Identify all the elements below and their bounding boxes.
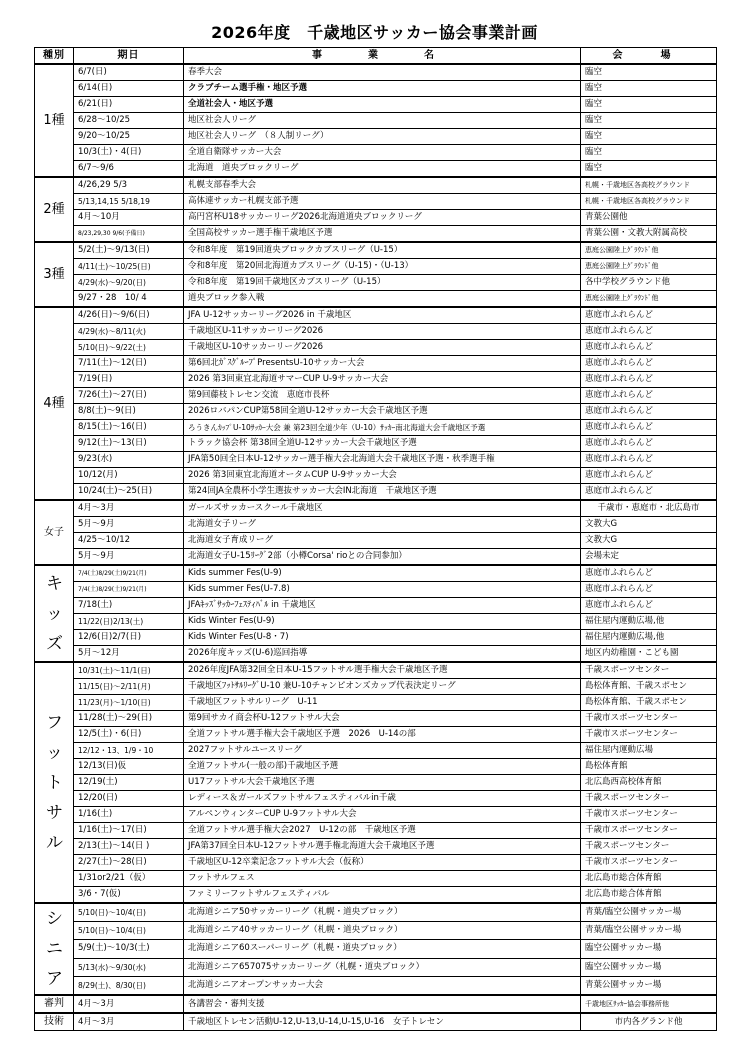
table-row <box>35 242 717 259</box>
venue-cell: 青葉/臨空公園サッカー場 <box>581 922 717 940</box>
table-row <box>35 565 717 582</box>
table-row <box>35 807 717 823</box>
venue-cell: 会場未定 <box>581 549 717 566</box>
table-row <box>35 194 717 210</box>
table-row <box>35 598 717 614</box>
event-cell: 全道フットサル(一般の部)千歳地区予選 <box>184 759 581 775</box>
venue-cell: 恵庭市ふれらんど <box>581 582 717 598</box>
table-row <box>35 855 717 871</box>
date-cell: 8/8(土)～9(日) <box>74 404 184 420</box>
table-row <box>35 517 717 533</box>
table-row <box>35 646 717 663</box>
category-cell: 技術 <box>35 1013 74 1031</box>
table-row <box>35 940 717 958</box>
header-row <box>35 48 717 65</box>
date-cell: 9/27・28 10/ 4 <box>74 291 184 308</box>
schedule-table <box>34 47 717 1031</box>
date-cell: 6/28～10/25 <box>74 113 184 129</box>
event-cell: 千歳地区U-12卒業記念フットサル大会（仮称） <box>184 855 581 871</box>
event-cell: 千歳地区ﾌｯﾄｻﾙﾘｰｸﾞU-10 兼U-10チャンピオンズカップ代表決定リーグ <box>184 679 581 695</box>
table-row <box>35 356 717 372</box>
event-cell: ファミリーフットサルフェスティバル <box>184 887 581 904</box>
event-cell: Kids summer Fes(U-7.8) <box>184 582 581 598</box>
venue-cell: 恵庭公園陸上ｸﾞﾗｳﾝﾄﾞ他 <box>581 242 717 259</box>
date-cell: 4月～3月 <box>74 500 184 517</box>
date-cell: 10/31(土)～11/1(日) <box>74 662 184 679</box>
date-cell: 6/21(日) <box>74 97 184 113</box>
event-cell: 第9回サカイ商会杯U-12フットサル大会 <box>184 711 581 727</box>
venue-cell: 恵庭市ふれらんど <box>581 484 717 501</box>
table-row <box>35 259 717 275</box>
date-cell: 12/5(土)・6(日) <box>74 727 184 743</box>
venue-cell: 千歳スポーツセンター <box>581 839 717 855</box>
date-cell: 7/18(土) <box>74 598 184 614</box>
venue-cell: 千歳市スポーツセンター <box>581 711 717 727</box>
category-cell: キッズ <box>35 565 74 662</box>
venue-cell: 恵庭公園陸上ｸﾞﾗｳﾝﾄﾞ他 <box>581 259 717 275</box>
date-cell: 6/7～9/6 <box>74 161 184 178</box>
date-cell: 2/13(土)～14(日 ) <box>74 839 184 855</box>
event-cell: 2026年度JFA第32回全日本U-15フットサル選手権大会千歳地区予選 <box>184 662 581 679</box>
date-cell: 1/16(土) <box>74 807 184 823</box>
table-row <box>35 113 717 129</box>
event-cell: 第24回JA全農杯小学生選抜サッカー大会IN北海道 千歳地区予選 <box>184 484 581 501</box>
event-cell: 北海道女子育成リーグ <box>184 533 581 549</box>
date-cell: 6/7(日) <box>74 64 184 81</box>
table-row <box>35 549 717 566</box>
event-cell: 高円宮杯U18サッカーリーグ2026北海道道央ブロックリーグ <box>184 210 581 226</box>
table-row <box>35 81 717 97</box>
venue-cell: 青葉公園他 <box>581 210 717 226</box>
event-cell: 千歳地区U-11サッカーリーグ2026 <box>184 324 581 340</box>
table-row <box>35 484 717 501</box>
date-cell: 11/15(日)～2/11(月) <box>74 679 184 695</box>
event-cell: 2026 第3回東宜北海道オータムCUP U-9サッカー大会 <box>184 468 581 484</box>
event-cell: 全道社会人・地区予選 <box>184 97 581 113</box>
venue-cell: 福住屋内運動広場,他 <box>581 630 717 646</box>
venue-cell: 千歳地区ｻｯｶｰ協会事務所他 <box>581 995 717 1013</box>
date-cell: 8/15(土)～16(日) <box>74 420 184 436</box>
page-title: 2026年度 千歳地区サッカー協会事業計画 <box>211 23 538 42</box>
venue-cell: 臨空 <box>581 97 717 113</box>
date-cell: 12/6(日)2/7(日) <box>74 630 184 646</box>
event-cell: Kids summer Fes(U-9) <box>184 565 581 582</box>
venue-cell: 臨空 <box>581 129 717 145</box>
venue-cell: 臨空 <box>581 113 717 129</box>
table-row <box>35 226 717 243</box>
table-row <box>35 679 717 695</box>
date-cell: 7/11(土)～12(日) <box>74 356 184 372</box>
event-cell: 千歳地区トレセン活動U-12,U-13,U-14,U-15,U-16 女子トレセン <box>184 1013 581 1031</box>
venue-cell: 恵庭市ふれらんど <box>581 404 717 420</box>
event-cell: 千歳地区U-10サッカーリーグ2026 <box>184 340 581 356</box>
date-cell: 12/12・13、1/9・10 <box>74 743 184 759</box>
event-cell: 令和8年度 第19回千歳地区カブスリーグ（U-15） <box>184 275 581 291</box>
venue-cell: 千歳市スポーツセンター <box>581 855 717 871</box>
date-cell: 8/29(土)、8/30(日) <box>74 976 184 995</box>
venue-cell: 福住屋内運動広場 <box>581 743 717 759</box>
table-row <box>35 324 717 340</box>
venue-cell: 千歳市スポーツセンター <box>581 727 717 743</box>
event-cell: 各講習会・審判支援 <box>184 995 581 1013</box>
date-cell: 7/26(土)～27(日) <box>74 388 184 404</box>
venue-cell: 青葉公園・文教大附属高校 <box>581 226 717 243</box>
event-cell: JFA第37回全日本U-12フットサル選手権北海道大会千歳地区予選 <box>184 839 581 855</box>
event-cell: JFA U-12サッカーリーグ2026 in 千歳地区 <box>184 307 581 324</box>
table-row <box>35 210 717 226</box>
category-cell: シニア <box>35 903 74 995</box>
event-cell: 全道自衛隊サッカー大会 <box>184 145 581 161</box>
venue-cell: 臨空 <box>581 145 717 161</box>
date-cell: 5月～9月 <box>74 517 184 533</box>
venue-cell: 恵庭市ふれらんど <box>581 307 717 324</box>
event-cell: 全道フットサル選手権大会千歳地区予選 2026 U-14の部 <box>184 727 581 743</box>
table-row <box>35 695 717 711</box>
date-cell: 12/20(日) <box>74 791 184 807</box>
table-row <box>35 420 717 436</box>
venue-cell: 各中学校グラウンド他 <box>581 275 717 291</box>
table-row <box>35 630 717 646</box>
table-row <box>35 388 717 404</box>
venue-cell: 千歳スポーツセンター <box>581 791 717 807</box>
header-category: 種別 <box>35 48 74 65</box>
event-cell: 2026ロバパンCUP第58回全道U-12サッカー大会千歳地区予選 <box>184 404 581 420</box>
event-cell: Kids Winter Fes(U-8・7) <box>184 630 581 646</box>
table-row <box>35 871 717 887</box>
date-cell: 5月～12月 <box>74 646 184 663</box>
event-cell: トラック協会杯 第38回全道U-12サッカー大会千歳地区予選 <box>184 436 581 452</box>
table-row <box>35 995 717 1013</box>
event-cell: 北海道シニア40サッカーリーグ（札幌・道央ブロック） <box>184 922 581 940</box>
event-cell: Kids Winter Fes(U-9) <box>184 614 581 630</box>
venue-cell: 千歳スポーツセンター <box>581 662 717 679</box>
venue-cell: 恵庭市ふれらんど <box>581 324 717 340</box>
date-cell: 5/10(日)～10/4(日) <box>74 922 184 940</box>
table-row <box>35 340 717 356</box>
event-cell: 札幌支部春季大会 <box>184 177 581 194</box>
venue-cell: 恵庭市ふれらんど <box>581 340 717 356</box>
table-row <box>35 727 717 743</box>
table-row <box>35 533 717 549</box>
date-cell: 9/20～10/25 <box>74 129 184 145</box>
category-cell: 1種 <box>35 64 74 177</box>
category-cell: 審判 <box>35 995 74 1013</box>
table-row <box>35 161 717 178</box>
venue-cell: 恵庭市ふれらんど <box>581 565 717 582</box>
event-cell: クラブチーム選手権・地区予選 <box>184 81 581 97</box>
venue-cell: 千歳市スポーツセンター <box>581 807 717 823</box>
event-cell: 北海道シニア50サッカーリーグ（札幌・道央ブロック） <box>184 903 581 922</box>
date-cell: 10/3(土)・4(日) <box>74 145 184 161</box>
event-cell: 2026 第3回東宜北海道サマーCUP U-9サッカー大会 <box>184 372 581 388</box>
table-row <box>35 711 717 727</box>
event-cell: 北海道 道央ブロックリーグ <box>184 161 581 178</box>
event-cell: 北海道女子リーグ <box>184 517 581 533</box>
event-cell: 千歳地区フットサルリーグ U-11 <box>184 695 581 711</box>
event-cell: フットサルフェス <box>184 871 581 887</box>
venue-cell: 恵庭市ふれらんど <box>581 452 717 468</box>
table-row <box>35 775 717 791</box>
venue-cell: 北広島市総合体育館 <box>581 887 717 904</box>
date-cell: 10/12(月) <box>74 468 184 484</box>
date-cell: 5/9(土)～10/3(土) <box>74 940 184 958</box>
venue-cell: 札幌・千歳地区各高校グラウンド <box>581 194 717 210</box>
category-cell: 4種 <box>35 307 74 500</box>
date-cell: 4/26,29 5/3 <box>74 177 184 194</box>
venue-cell: 青葉公園サッカー場 <box>581 976 717 995</box>
date-cell: 8/23,29,30 9/6(予備日) <box>74 226 184 243</box>
table-row <box>35 823 717 839</box>
venue-cell: 島松体育館、千歳スポセン <box>581 679 717 695</box>
table-row <box>35 145 717 161</box>
date-cell: 6/14(日) <box>74 81 184 97</box>
venue-cell: 地区内幼稚園・こども園 <box>581 646 717 663</box>
venue-cell: 恵庭市ふれらんど <box>581 356 717 372</box>
venue-cell: 恵庭市ふれらんど <box>581 598 717 614</box>
table-row <box>35 468 717 484</box>
date-cell: 12/13(日)仮 <box>74 759 184 775</box>
table-row <box>35 452 717 468</box>
date-cell: 9/12(土)～13(日) <box>74 436 184 452</box>
venue-cell: 札幌・千歳地区各高校グラウンド <box>581 177 717 194</box>
venue-cell: 恵庭市ふれらんど <box>581 372 717 388</box>
header-venue: 会 場 <box>581 48 717 65</box>
event-cell: 地区社会人リーグ <box>184 113 581 129</box>
event-cell: 全道フットサル選手権大会2027 U-12の部 千歳地区予選 <box>184 823 581 839</box>
date-cell: 11/22(日)2/13(土) <box>74 614 184 630</box>
venue-cell: 臨空 <box>581 81 717 97</box>
venue-cell: 千歳市スポーツセンター <box>581 823 717 839</box>
date-cell: 12/19(土) <box>74 775 184 791</box>
table-row <box>35 903 717 922</box>
table-row <box>35 662 717 679</box>
date-cell: 9/23(水) <box>74 452 184 468</box>
table-row <box>35 582 717 598</box>
event-cell: 第9回藤枝トレセン交流 恵庭市長杯 <box>184 388 581 404</box>
venue-cell: 臨空公園サッカー場 <box>581 940 717 958</box>
table-row <box>35 1013 717 1031</box>
header-date: 期日 <box>74 48 184 65</box>
category-cell: 女子 <box>35 500 74 565</box>
event-cell: 道央ブロック参入戦 <box>184 291 581 308</box>
event-cell: 北海道女子U-15ﾘｰｸﾞ2部（小樽Corsa' rioとの合同参加） <box>184 549 581 566</box>
event-cell: 2026年度キッズ(U-6)巡回指導 <box>184 646 581 663</box>
table-row <box>35 436 717 452</box>
event-cell: アルペンウィンターCUP U-9フットサル大会 <box>184 807 581 823</box>
date-cell: 5/10(日)～10/4(日) <box>74 903 184 922</box>
date-cell: 4/11(土)～10/25(日) <box>74 259 184 275</box>
venue-cell: 恵庭市ふれらんど <box>581 436 717 452</box>
date-cell: 7/4(土)8/29(土)9/21(月) <box>74 565 184 582</box>
venue-cell: 北広島市総合体育館 <box>581 871 717 887</box>
category-cell: 3種 <box>35 242 74 307</box>
event-cell: JFA第50回全日本U-12サッカー選手権大会北海道大会千歳地区予選・秋季選手権 <box>184 452 581 468</box>
table-row <box>35 129 717 145</box>
date-cell: 4月～3月 <box>74 1013 184 1031</box>
event-cell: 北海道シニア657075サッカーリーグ（札幌・道央ブロック） <box>184 958 581 976</box>
event-cell: 春季大会 <box>184 64 581 81</box>
date-cell: 4月～10月 <box>74 210 184 226</box>
date-cell: 1/31or2/21（仮） <box>74 871 184 887</box>
event-cell: 第6回北ｶﾞｽｸﾞﾙｰﾌﾟPresentsU-10サッカー大会 <box>184 356 581 372</box>
venue-cell: 恵庭公園陸上ｸﾞﾗｳﾝﾄﾞ他 <box>581 291 717 308</box>
venue-cell: 福住屋内運動広場,他 <box>581 614 717 630</box>
date-cell: 10/24(土)～25(日) <box>74 484 184 501</box>
venue-cell: 市内各グランド他 <box>581 1013 717 1031</box>
date-cell: 11/23(月)～1/10(日) <box>74 695 184 711</box>
event-cell: 全国高校サッカー選手権千歳地区予選 <box>184 226 581 243</box>
venue-cell: 恵庭市ふれらんど <box>581 468 717 484</box>
date-cell: 4/25～10/12 <box>74 533 184 549</box>
table-row <box>35 887 717 904</box>
date-cell: 4/29(水)～8/11(火) <box>74 324 184 340</box>
table-row <box>35 372 717 388</box>
venue-cell: 文教大G <box>581 533 717 549</box>
event-cell: 北海道シニアオープンサッカー大会 <box>184 976 581 995</box>
category-cell: 2種 <box>35 177 74 242</box>
event-cell: 令和8年度 第20回北海道カブスリーグ（U-15)・（U-13） <box>184 259 581 275</box>
table-row <box>35 97 717 113</box>
event-cell: JFAｷｯｽﾞｻｯｶｰﾌｪｽﾃｨﾊﾞﾙ in 千歳地区 <box>184 598 581 614</box>
table-row <box>35 291 717 308</box>
venue-cell: 恵庭市ふれらんど <box>581 388 717 404</box>
event-cell: ろうきんｶｯﾌﾟU-10ｻｯｶｰ大会 兼 第23回全道少年（U-10）ｻｯｶｰ南北海道大会千歳地区予選 <box>184 420 581 436</box>
venue-cell: 臨空 <box>581 64 717 81</box>
table-row <box>35 500 717 517</box>
venue-cell: 千歳市・恵庭市・北広島市 <box>581 500 717 517</box>
table-row <box>35 614 717 630</box>
venue-cell: 恵庭市ふれらんど <box>581 420 717 436</box>
venue-cell: 北広島西高校体育館 <box>581 775 717 791</box>
date-cell: 2/27(土)～28(日) <box>74 855 184 871</box>
table-row <box>35 743 717 759</box>
table-row <box>35 275 717 291</box>
table-row <box>35 404 717 420</box>
event-cell: 高体連サッカー札幌支部予選 <box>184 194 581 210</box>
date-cell: 7/4(土)8/29(土)9/21(月) <box>74 582 184 598</box>
venue-cell: 文教大G <box>581 517 717 533</box>
event-cell: 北海道シニア60スーパーリーグ（札幌・道央ブロック） <box>184 940 581 958</box>
event-cell: 地区社会人リーグ （８人制リーグ） <box>184 129 581 145</box>
date-cell: 5月～9月 <box>74 549 184 566</box>
table-row <box>35 839 717 855</box>
table-row <box>35 922 717 940</box>
date-cell: 4/26(日)～9/6(日) <box>74 307 184 324</box>
header-event: 事 業 名 <box>184 48 581 65</box>
table-row <box>35 307 717 324</box>
event-cell: ガールズサッカースクール千歳地区 <box>184 500 581 517</box>
table-row <box>35 791 717 807</box>
venue-cell: 島松体育館 <box>581 759 717 775</box>
event-cell: レディース＆ガールズフットサルフェスティバルin千歳 <box>184 791 581 807</box>
venue-cell: 臨空 <box>581 161 717 178</box>
date-cell: 4月～3月 <box>74 995 184 1013</box>
category-cell: フットサル <box>35 662 74 903</box>
date-cell: 5/13,14,15 5/18,19 <box>74 194 184 210</box>
event-cell: 2027フットサルユースリーグ <box>184 743 581 759</box>
event-cell: 令和8年度 第19回道央ブロックカブスリーグ（U-15） <box>184 242 581 259</box>
date-cell: 5/10(日)～9/22(土) <box>74 340 184 356</box>
table-row <box>35 958 717 976</box>
event-cell: U17フットサル大会千歳地区予選 <box>184 775 581 791</box>
date-cell: 5/2(土)～9/13(日) <box>74 242 184 259</box>
table-row <box>35 177 717 194</box>
date-cell: 3/6・7(仮) <box>74 887 184 904</box>
table-row <box>35 759 717 775</box>
venue-cell: 島松体育館、千歳スポセン <box>581 695 717 711</box>
date-cell: 7/19(日) <box>74 372 184 388</box>
venue-cell: 臨空公園サッカー場 <box>581 958 717 976</box>
table-row <box>35 976 717 995</box>
date-cell: 1/16(土)～17(日) <box>74 823 184 839</box>
table-row <box>35 64 717 81</box>
date-cell: 11/28(土)～29(日) <box>74 711 184 727</box>
date-cell: 5/13(水)～9/30(水) <box>74 958 184 976</box>
date-cell: 4/29(水)～9/20(日) <box>74 275 184 291</box>
venue-cell: 青葉/臨空公園サッカー場 <box>581 903 717 922</box>
